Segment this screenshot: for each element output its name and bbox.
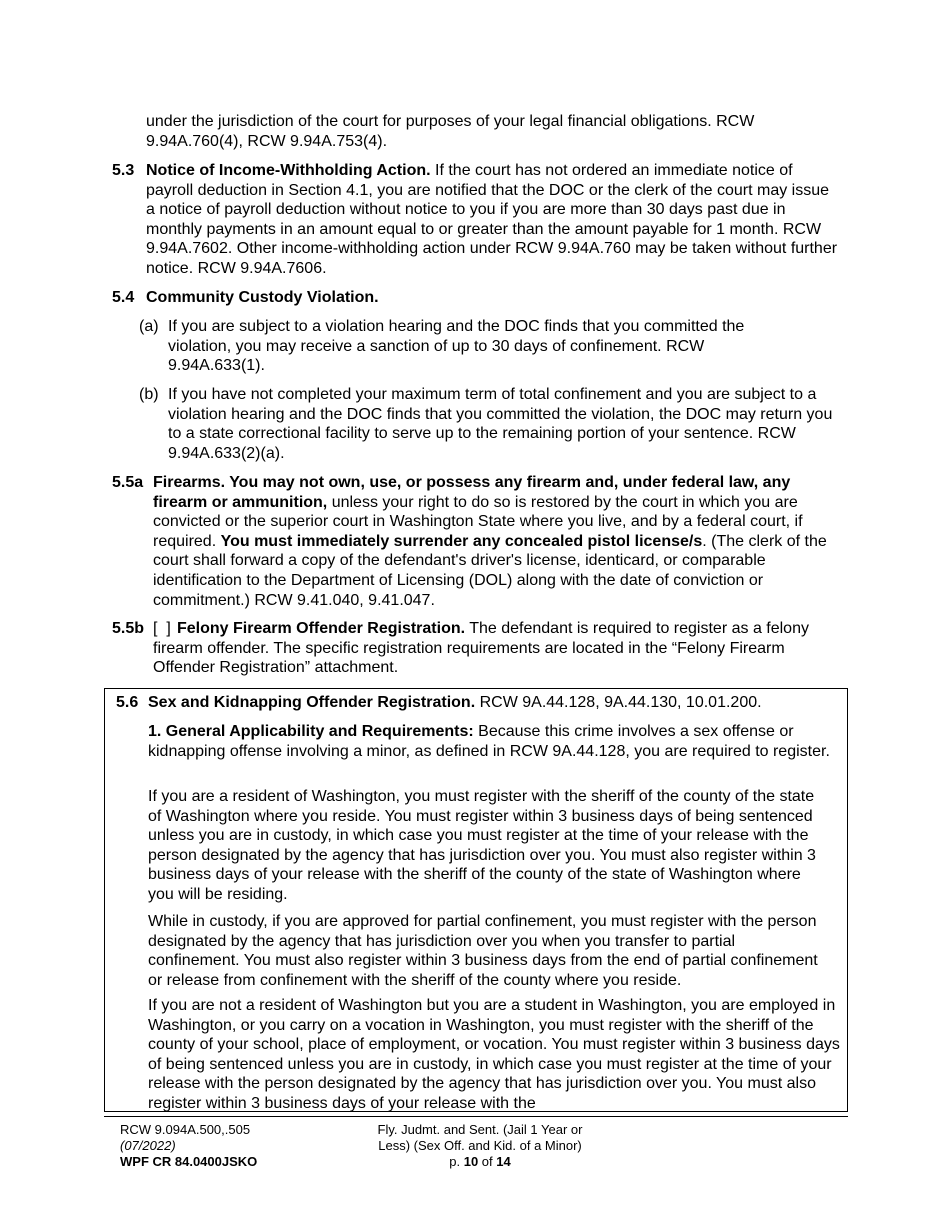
section-5-6-heading bbox=[148, 693, 838, 713]
section-5-5a-paragraph bbox=[153, 473, 838, 610]
section-5-5b-number: 5.5b bbox=[112, 620, 145, 637]
section-5-6-p4: If you are not a resident of Washington but you are a student in Washington, you are employed in Washington, or you carry on a vocation in Washington, you must register with the sheriff of the county of your school, place of employment, or vocation. You must register within 3 business days of being sentenced unless you are in custody, in which case you must register at the time of your release with the person designated by the agency that has jurisdiction over you. You must also register within 3 business days of your release with the bbox=[148, 997, 840, 1112]
section-5-4-a-label: (a) bbox=[139, 318, 159, 335]
footer-page-of: of bbox=[478, 1154, 497, 1169]
footer-page-prefix: p. bbox=[449, 1154, 464, 1169]
section-5-4-number: 5.4 bbox=[112, 289, 135, 306]
section-5-6-p1-title: 1. General Applicability and Requirements: bbox=[148, 723, 474, 740]
footer-form-number: WPF CR 84.0400JSKO bbox=[120, 1154, 258, 1169]
section-5-3-body: If the court has not ordered an immediate notice of payroll deduction in Section 4.1, you are notified that the DOC or the clerk of the court may issue a notice of payroll deduction without notice to you if you are more than 30 days past due in monthly payments in an amount equal to or greater than the amount payable for 1 month. RCW 9.94A.7602. Other income-withholding action under RCW 9.94A.760 may be taken without further notice. RCW 9.94A.7606. bbox=[146, 162, 838, 277]
section-5-4-b-label: (b) bbox=[139, 386, 159, 403]
footer-page-number bbox=[360, 1154, 600, 1170]
section-5-3-paragraph bbox=[146, 161, 838, 279]
section-5-5a-body1: unless your right to do so is restored by the court in which you are convicted or the superior court in Washington State where you live, and by a federal court, if required. bbox=[153, 493, 803, 550]
section-5-6-ref: RCW 9A.44.128, 9A.44.130, 10.01.200. bbox=[475, 694, 762, 711]
section-5-6-number: 5.6 bbox=[116, 694, 139, 711]
footer-page-total: 14 bbox=[496, 1154, 511, 1169]
section-5-6-title: Sex and Kidnapping Offender Registration. bbox=[148, 694, 476, 711]
section-5-5a-number: 5.5a bbox=[112, 474, 144, 491]
section-5-5a-surrender: You must immediately surrender any concealed pistol license/s bbox=[220, 532, 703, 550]
footer-rcw: RCW 9.094A.500,.505 bbox=[120, 1122, 251, 1137]
section-5-5b-title: Felony Firearm Offender Registration. bbox=[177, 620, 466, 637]
footer-title-line1: Fly. Judmt. and Sent. (Jail 1 Year or bbox=[377, 1122, 583, 1137]
section-5-3-title: Notice of Income-Withholding Action. bbox=[146, 162, 431, 179]
section-5-6-p2: If you are a resident of Washington, you must register with the sheriff of the county of the state of Washington where you reside. You must register within 3 business days of being sentenced unless you are in custody, in which case you must register at the time of your release with the person designated by the agency that has jurisdiction over you. You must also register within 3 business days of your release with the sheriff of the county of the state of Washington where you will be residing. bbox=[148, 788, 816, 903]
section-5-5b-body: The defendant is required to register as a felony firearm offender. The specific registration requirements are located in the “Felony Firearm Offender Registration” attachment. bbox=[153, 620, 809, 677]
section-5-5a-body2: . (The clerk of the court shall forward a copy of the defendant's driver's license, identicard, or comparable identification to the Department of Licensing (DOL) along with the date of conviction or commitment.) RCW 9.41.040, 9.41.047. bbox=[153, 532, 827, 609]
section-5-5a-title: Firearms. You may not own, use, or possess any firearm and, under federal law, any firearm or ammunition, bbox=[153, 474, 791, 511]
intro-paragraph: under the jurisdiction of the court for purposes of your legal financial obligations. RCW 9.94A.760(4), RCW 9.94A.753(4). bbox=[146, 113, 755, 150]
section-5-6-p1-body: Because this crime involves a sex offense or kidnapping offense involving a minor, as defined in RCW 9A.44.128, you are required to register. bbox=[148, 723, 830, 760]
footer-date: (07/2022) bbox=[120, 1138, 176, 1153]
section-5-4-a-text: If you are subject to a violation hearing and the DOC finds that you committed the violation, you may receive a sanction of up to 30 days of confinement. RCW 9.94A.633(1). bbox=[168, 318, 745, 375]
footer-title-line2: Less) (Sex Off. and Kid. of a Minor) bbox=[378, 1138, 582, 1153]
section-5-6-p3: While in custody, if you are approved for partial confinement, you must register with the person designated by the agency that has jurisdiction over you when you transfer to partial confinement. You must also register within 3 business days from the end of partial confinement or release from confinement with the sheriff of the county where you reside. bbox=[148, 913, 818, 989]
footer-page-current: 10 bbox=[463, 1154, 479, 1169]
section-5-5b-paragraph bbox=[153, 619, 813, 678]
section-5-6-p1 bbox=[148, 722, 838, 761]
section-5-4-b-text: If you have not completed your maximum term of total confinement and you are subject to a violation hearing and the DOC finds that you committed the violation, the DOC may return you to a state correctional facility to serve up to the remaining portion of your sentence. RCW 9.94A.633(2)(a). bbox=[168, 386, 833, 462]
footer-divider bbox=[104, 1116, 848, 1117]
section-5-5b-checkbox[interactable]: [ ] bbox=[153, 620, 171, 637]
section-5-3-number: 5.3 bbox=[112, 162, 135, 179]
section-5-4-title: Community Custody Violation. bbox=[146, 289, 379, 306]
